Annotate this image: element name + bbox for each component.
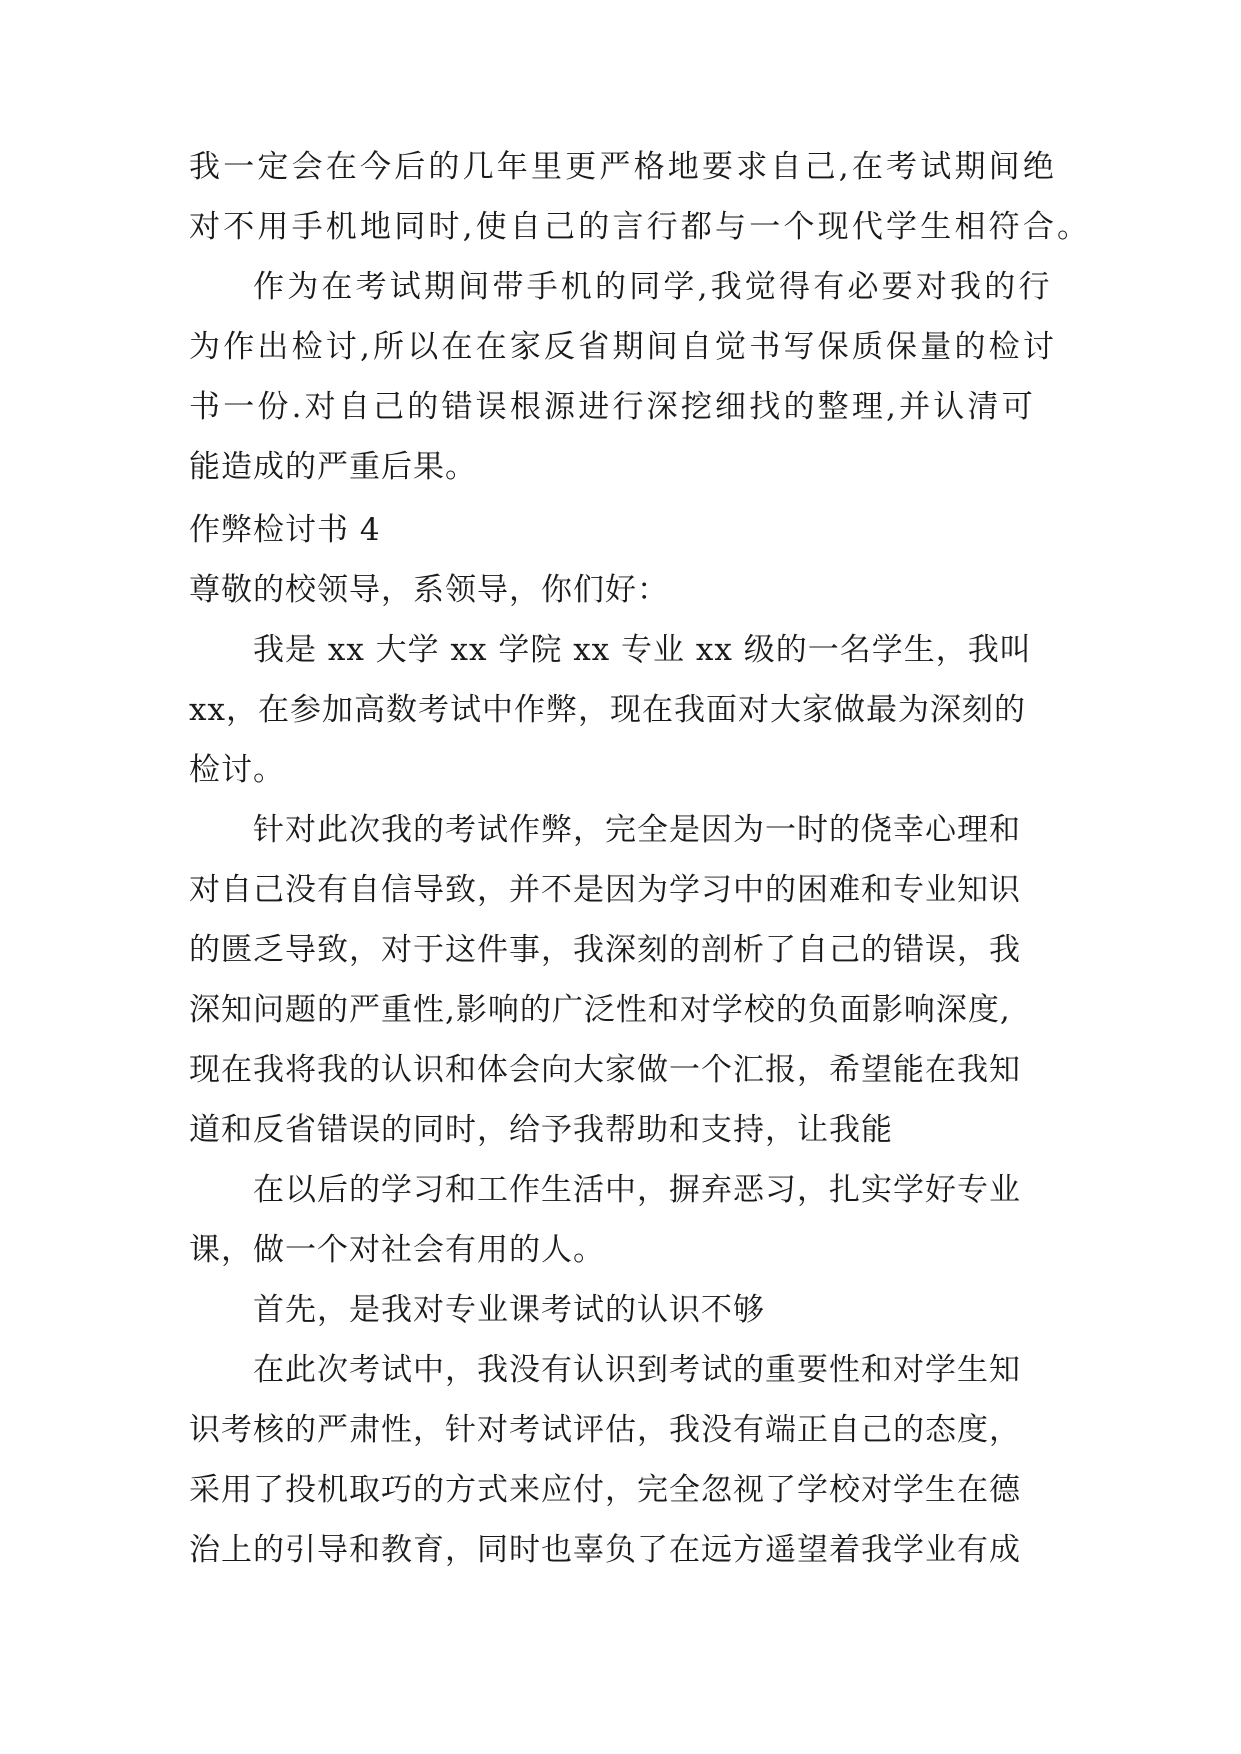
- paragraph-first-line: 在以后的学习和工作生活中，摒弃恶习，扎实学好专业: [253, 1172, 1021, 1208]
- body-text-line: 治上的引导和教育，同时也辜负了在远方遥望着我学业有成: [189, 1532, 1021, 1568]
- body-text-line: 为作出检讨,所以在在家反省期间自觉书写保质保量的检讨: [189, 329, 1058, 365]
- body-text-line: 深知问题的严重性,影响的广泛性和对学校的负面影响深度,: [189, 992, 1011, 1028]
- body-text-line: 对自己没有自信导致，并不是因为学习中的困难和专业知识: [189, 872, 1021, 908]
- body-text-line: 道和反省错误的同时，给予我帮助和支持，让我能: [189, 1112, 893, 1148]
- body-text-line: 我一定会在今后的几年里更严格地要求自己,在考试期间绝: [189, 149, 1058, 185]
- paragraph-first-line: 在此次考试中，我没有认识到考试的重要性和对学生知: [253, 1352, 1021, 1388]
- body-text-line: 采用了投机取巧的方式来应付，完全忽视了学校对学生在德: [189, 1472, 1021, 1508]
- body-text-line: 检讨。: [189, 752, 285, 788]
- body-text-line: 课，做一个对社会有用的人。: [189, 1232, 605, 1268]
- body-text-line: 对不用手机地同时,使自己的言行都与一个现代学生相符合。: [189, 209, 1092, 245]
- salutation: 尊敬的校领导，系领导，你们好：: [189, 572, 669, 608]
- body-text-line: 识考核的严肃性，针对考试评估，我没有端正自己的态度，: [189, 1412, 1021, 1448]
- paragraph-first-line: 针对此次我的考试作弊，完全是因为一时的侥幸心理和: [253, 812, 1021, 848]
- body-text-line: 书一份.对自己的错误根源进行深挖细找的整理,并认清可: [189, 389, 1036, 425]
- body-text-line: xx，在参加高数考试中作弊，现在我面对大家做最为深刻的: [189, 692, 1026, 728]
- subheading: 首先，是我对专业课考试的认识不够: [253, 1292, 765, 1328]
- body-text-line: 现在我将我的认识和体会向大家做一个汇报，希望能在我知: [189, 1052, 1021, 1088]
- body-text-line: 能造成的严重后果。: [189, 449, 477, 485]
- body-text-line: 的匮乏导致，对于这件事，我深刻的剖析了自己的错误，我: [189, 932, 1021, 968]
- paragraph-first-line: 我是 xx 大学 xx 学院 xx 专业 xx 级的一名学生，我叫: [253, 632, 1032, 668]
- section-heading: 作弊检讨书 4: [189, 512, 381, 548]
- paragraph-first-line: 作为在考试期间带手机的同学,我觉得有必要对我的行: [253, 269, 1053, 305]
